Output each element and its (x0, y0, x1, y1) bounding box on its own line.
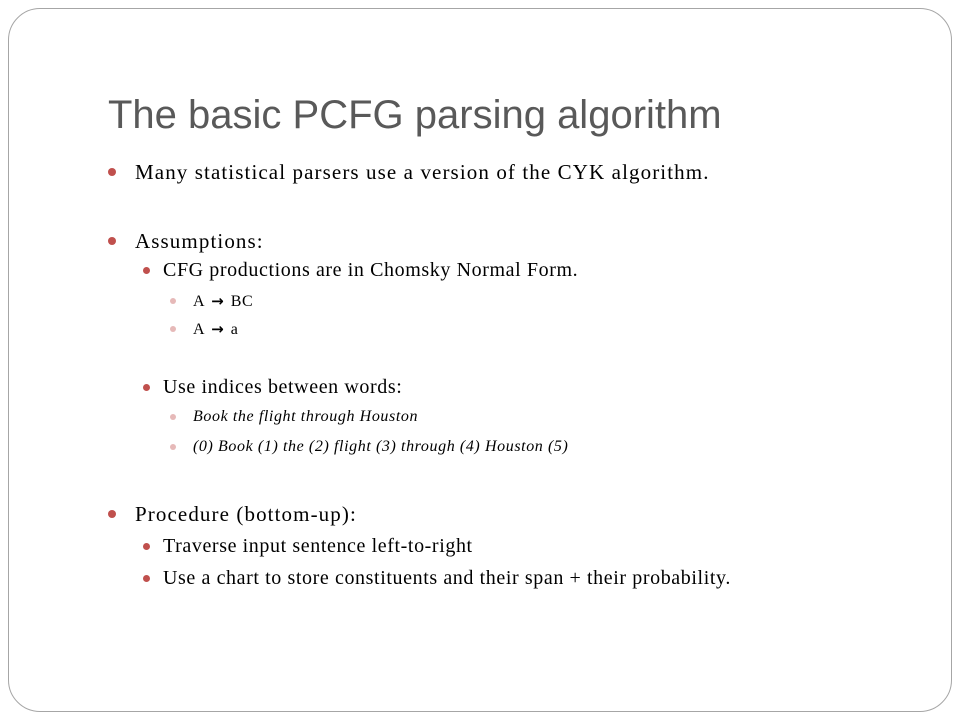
sub-bullet-text: Use indices between words: (163, 376, 403, 398)
bullet-icon (143, 267, 150, 274)
bullet-icon (170, 444, 176, 450)
bullet-icon (170, 414, 176, 420)
bullet-icon (170, 326, 176, 332)
bullet-icon (108, 168, 116, 176)
bullet-icon (143, 543, 150, 550)
example-item (0, 432, 940, 462)
bullet-icon (143, 384, 150, 391)
bullet-icon (108, 510, 116, 518)
sub-bullet-item (0, 255, 940, 285)
rule-rhs: BC (230, 293, 254, 310)
rule-rhs: a (230, 321, 239, 338)
example-item (0, 402, 940, 432)
rule-item (0, 286, 940, 316)
bullet-text: Assumptions: (135, 229, 264, 253)
sub-bullet-item (0, 372, 940, 402)
bullet-text: Procedure (bottom-up): (135, 502, 357, 526)
rule-item (0, 314, 940, 344)
bullet-icon (143, 575, 150, 582)
grammar-rule (193, 314, 238, 344)
bullet-item (0, 499, 940, 529)
sub-bullet-item (0, 563, 940, 593)
slide-title: The basic PCFG parsing algorithm (108, 93, 722, 137)
rule-lhs: A (193, 293, 206, 310)
sub-bullet-item (0, 531, 940, 561)
sub-bullet-text: Traverse input sentence left-to-right (163, 535, 473, 557)
right-arrow-icon: → (211, 320, 224, 338)
bullet-item (0, 226, 940, 256)
bullet-item (0, 157, 940, 187)
right-arrow-icon: → (211, 292, 224, 310)
bullet-icon (170, 298, 176, 304)
grammar-rule (193, 286, 253, 316)
bullet-icon (108, 237, 116, 245)
example-sentence: Book the flight through Houston (193, 408, 419, 425)
indexed-sentence: (0) Book (1) the (2) flight (3) through (4) Houston (5) (193, 438, 569, 455)
sub-bullet-text: CFG productions are in Chomsky Normal Form. (163, 259, 579, 281)
sub-bullet-text: Use a chart to store constituents and their span + their probability. (163, 567, 731, 589)
bullet-text: Many statistical parsers use a version of the CYK algorithm. (135, 160, 710, 184)
rule-lhs: A (193, 321, 206, 338)
